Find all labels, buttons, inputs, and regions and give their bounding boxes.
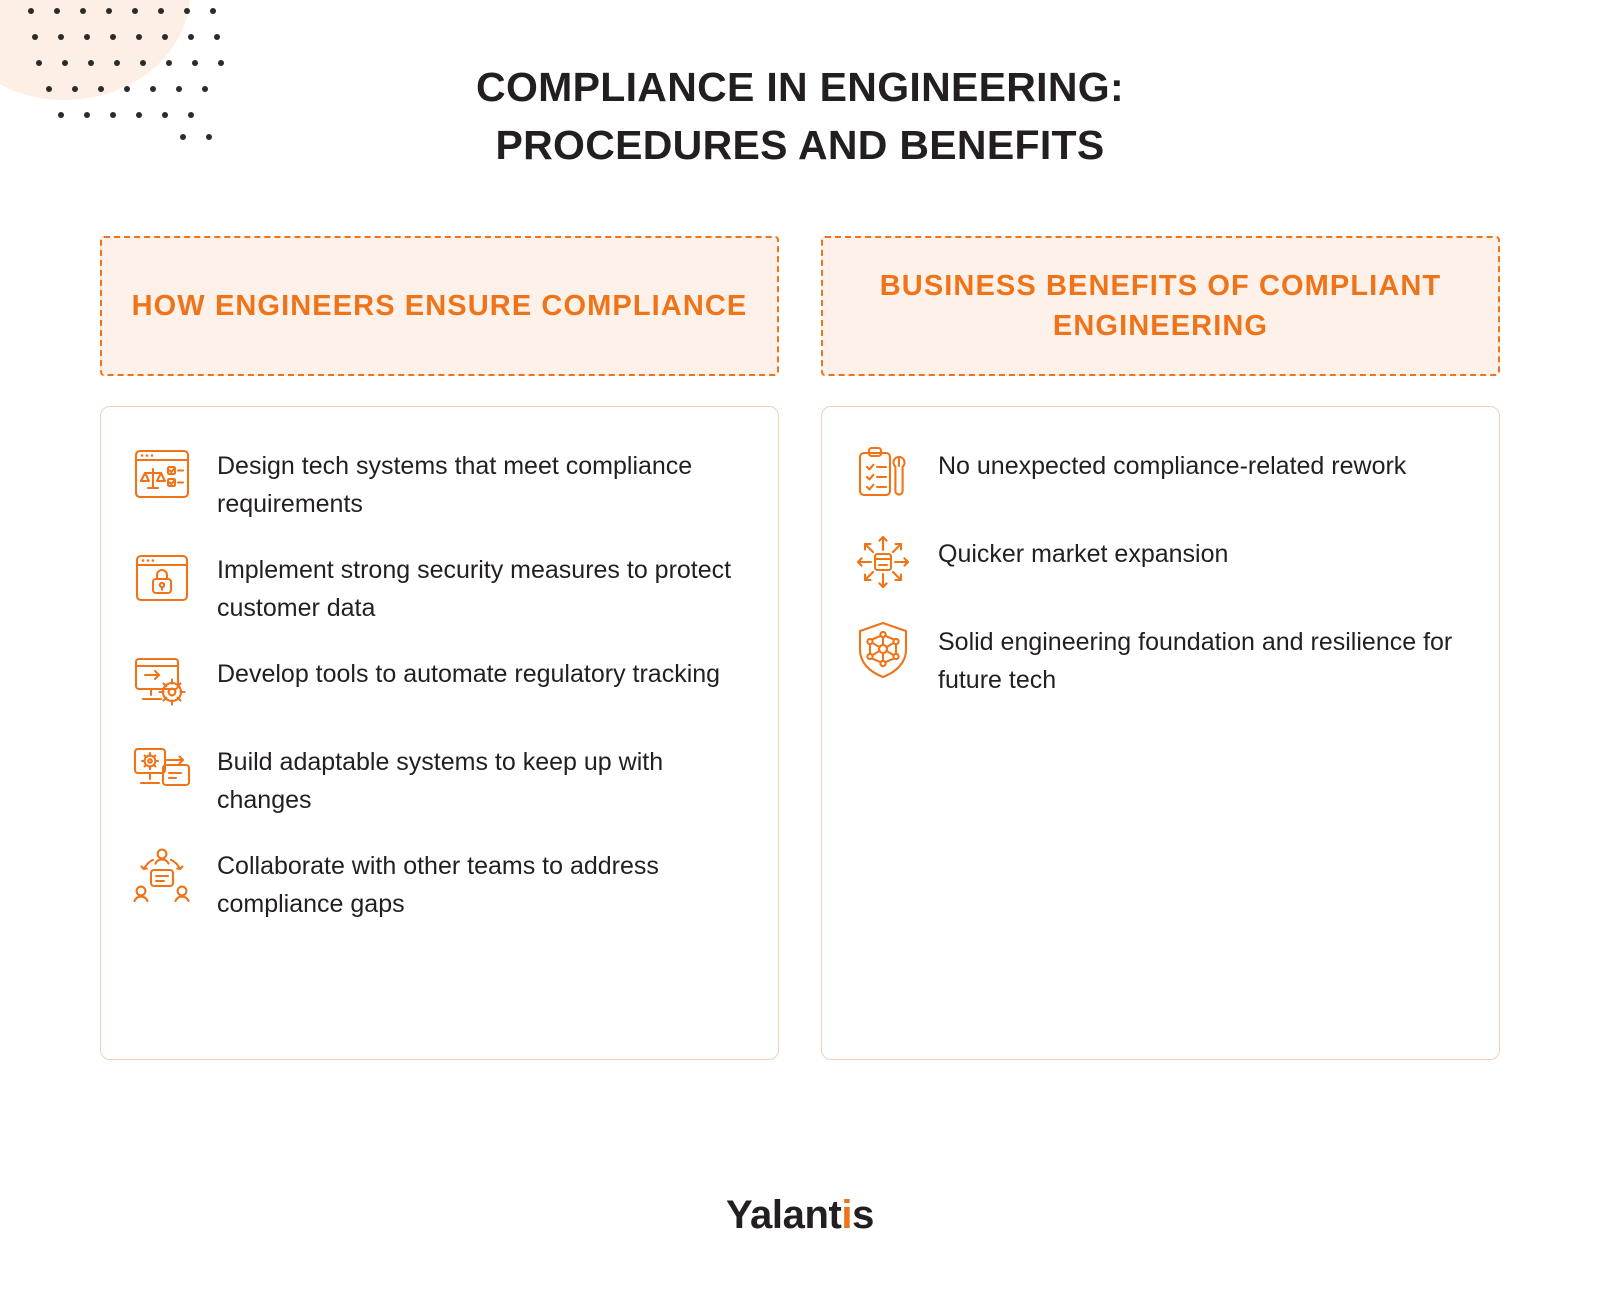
page-title: [0, 58, 1600, 174]
column-header-right-label: BUSINESS BENEFITS OF COMPLIANT ENGINEERING: [879, 269, 1442, 342]
clipboard-wrench-icon: [850, 441, 916, 507]
brand-logo-pre: Yalant: [725, 1193, 842, 1237]
list-item: [129, 545, 748, 627]
list-item-label: Implement strong security measures to protect customer data: [217, 556, 732, 622]
page-title-line-1: COMPLIANCE IN ENGINEERING:: [476, 64, 1124, 110]
list-item: [129, 649, 748, 715]
column-business-benefits-of-compliant-engineering: [821, 236, 1500, 1060]
monitor-gear-sync-icon: [129, 737, 195, 803]
list-item-label: Solid engineering foundation and resilience for future tech: [938, 628, 1453, 694]
list-item: [129, 737, 748, 819]
column-header-left-label: HOW ENGINEERS ENSURE COMPLIANCE: [131, 289, 748, 322]
column-body-left: [100, 406, 779, 1060]
shield-network-icon: [850, 617, 916, 683]
list-item: [850, 441, 1469, 507]
list-item: [850, 529, 1469, 595]
page-title-line-2: PROCEDURES AND BENEFITS: [495, 122, 1105, 169]
list-item-label: Build adaptable systems to keep up with changes: [217, 748, 664, 814]
column-body-right: [821, 406, 1500, 1060]
column-header-right: [821, 236, 1500, 376]
list-item: [129, 441, 748, 523]
column-header-left: [100, 236, 779, 376]
team-collaboration-cycle-icon: [129, 841, 195, 907]
list-item: [129, 841, 748, 923]
browser-lock-icon: [129, 545, 195, 611]
list-item: [850, 617, 1469, 699]
expansion-arrows-icon: [850, 529, 916, 595]
brand-logo: [0, 1193, 1600, 1238]
list-item-label: Design tech systems that meet compliance requirements: [217, 452, 693, 518]
list-item-label: Quicker market expansion: [938, 540, 1229, 568]
brand-logo-post: s: [852, 1193, 874, 1237]
column-how-engineers-ensure-compliance: [100, 236, 779, 1060]
comparison-columns: [100, 236, 1500, 1060]
list-item-label: No unexpected compliance-related rework: [938, 452, 1407, 480]
list-item-label: Collaborate with other teams to address compliance gaps: [217, 852, 659, 918]
brand-logo-accent: i: [841, 1193, 853, 1237]
browser-scales-checklist-icon: [129, 441, 195, 507]
monitor-gear-icon: [129, 649, 195, 715]
list-item-label: Develop tools to automate regulatory tracking: [217, 660, 721, 688]
